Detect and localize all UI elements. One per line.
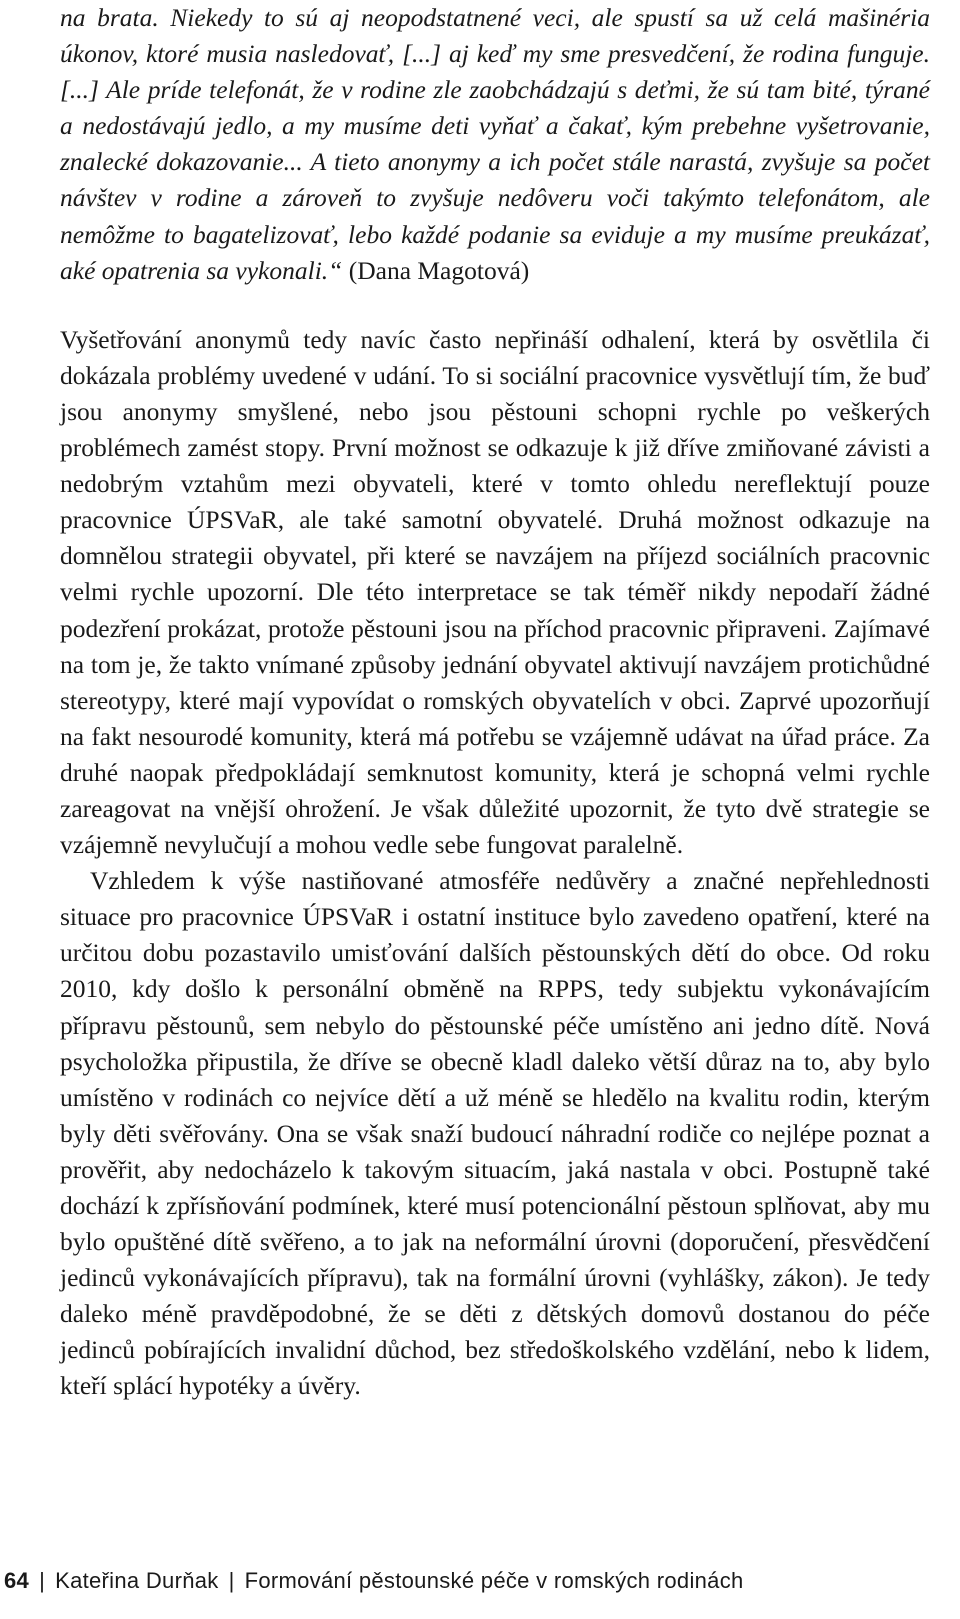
paragraph-2: Vzhledem k výše nastiňované atmosféře nedůvěry a značné nepřehlednosti situace pro pracovnice ÚPSVaR i ostatní instituce bylo zavedeno opatření, které na určitou dobu pozastavilo umisťování dalších pěstounských dětí do obce. Od roku 2010, kdy došlo k personální obměně na RPPS, tedy subjektu vykonávajícím přípravu pěstounů, sem nebylo do pěstounské péče umístěno ani jedno dítě. Nová psycholožka připustila, že dříve se obecně kladl daleko větší důraz na to, aby bylo umístěno v rodinách co nejvíce dětí a už méně se hledělo na kvalitu rodin, kterým byly děti svěřovány. Ona se však snaží budoucí náhradní rodiče co nejlépe poznat a prověřit, aby nedocházelo k takovým situacím, jaká nastala v obci. Postupně také dochází k zpřísňování podmínek, které musí potencionální pěstoun splňovat, aby mu bylo opuštěné dítě svěřeno, a to jak na neformální úrovni (doporučení, přesvědčení jedinců vykonávajících přípravu), tak na formální úrovni (vyhlášky, zákon). Je tedy daleko méně pravděpodobné, že se děti z dětských domovů dostanou do péče jedinců pobírajících invalidní důchod, bez středoškolského vzdělání, nebo k lidem, kteří splácí hypotéky a úvěry. bbox=[60, 866, 930, 1401]
page-footer bbox=[4, 1568, 744, 1594]
footer-separator: | bbox=[39, 1568, 46, 1593]
quote-text: na brata. Niekedy to sú aj neopodstatnené veci, ale spustí sa už celá mašinéria úkonov, ktoré musia nasledovať, [...] aj keď my sme presvedčení, že rodina funguje. [...] Ale príde telefonát, že v rodine zle zaobchádzajú s deťmi, že sú tam bité, týrané a nedostávajú jedlo, a my musíme deti vyňať a čakať, kým prebehne vyšetrovanie, znalecké dokazovanie... A tieto anonymy a ich počet stále narastá, zvyšuje sa počet návštev v rodine a zároveň to zvyšuje nedôveru voči takýmto telefonátom, ale nemôžme to bagatelizovať, lebo každé podanie sa eviduje a my musíme preukázať, aké opatrenia sa vykonali.“ bbox=[60, 3, 930, 285]
page-number: 64 bbox=[4, 1568, 30, 1593]
footer-author: Kateřina Durňak bbox=[55, 1568, 219, 1593]
quote-attribution: (Dana Magotová) bbox=[342, 255, 530, 285]
paragraph-1: Vyšetřování anonymů tedy navíc často nepřináší odhalení, která by osvětlila či dokázala problémy uvedené v udání. To si sociální pracovnice vysvětlují tím, že buď jsou anonymy smyšlené, nebo jsou pěstouni schopni rychle po veškerých problémech zamést stopy. První možnost se odkazuje k již dříve zmiňované závisti a nedobrým vztahům mezi obyvateli, které v tomto ohledu nereflektují pouze pracovnice ÚPSVaR, ale také samotní obyvatelé. Druhá možnost odkazuje na domnělou strategii obyvatel, při které se navzájem na příjezd sociálních pracovnic velmi rychle upozorní. Dle této interpretace se tak téměř nikdy nepodaří žádné podezření prokázat, protože pěstouni jsou na příchod pracovnic připraveni. Zajímavé na tom je, že takto vnímané způsoby jednání obyvatel aktivují navzájem protichůdné stereotypy, které mají vypovídat o romských obyvatelích v obci. Zaprvé upozorňují na fakt nesourodé komunity, která má potřebu se vzájemně udávat na úřad práce. Za druhé naopak předpokládají semknutost komunity, která je schopná velmi rychle zareagovat na vnější ohrožení. Je však důležité upozornit, že tyto dvě strategie se vzájemně nevylučují a mohou vedle sebe fungovat paralelně. bbox=[60, 324, 930, 860]
footer-book-title: Formování pěstounské péče v romských rodinách bbox=[244, 1568, 744, 1593]
footer-separator-2: | bbox=[228, 1568, 235, 1593]
block-quote bbox=[60, 0, 930, 289]
